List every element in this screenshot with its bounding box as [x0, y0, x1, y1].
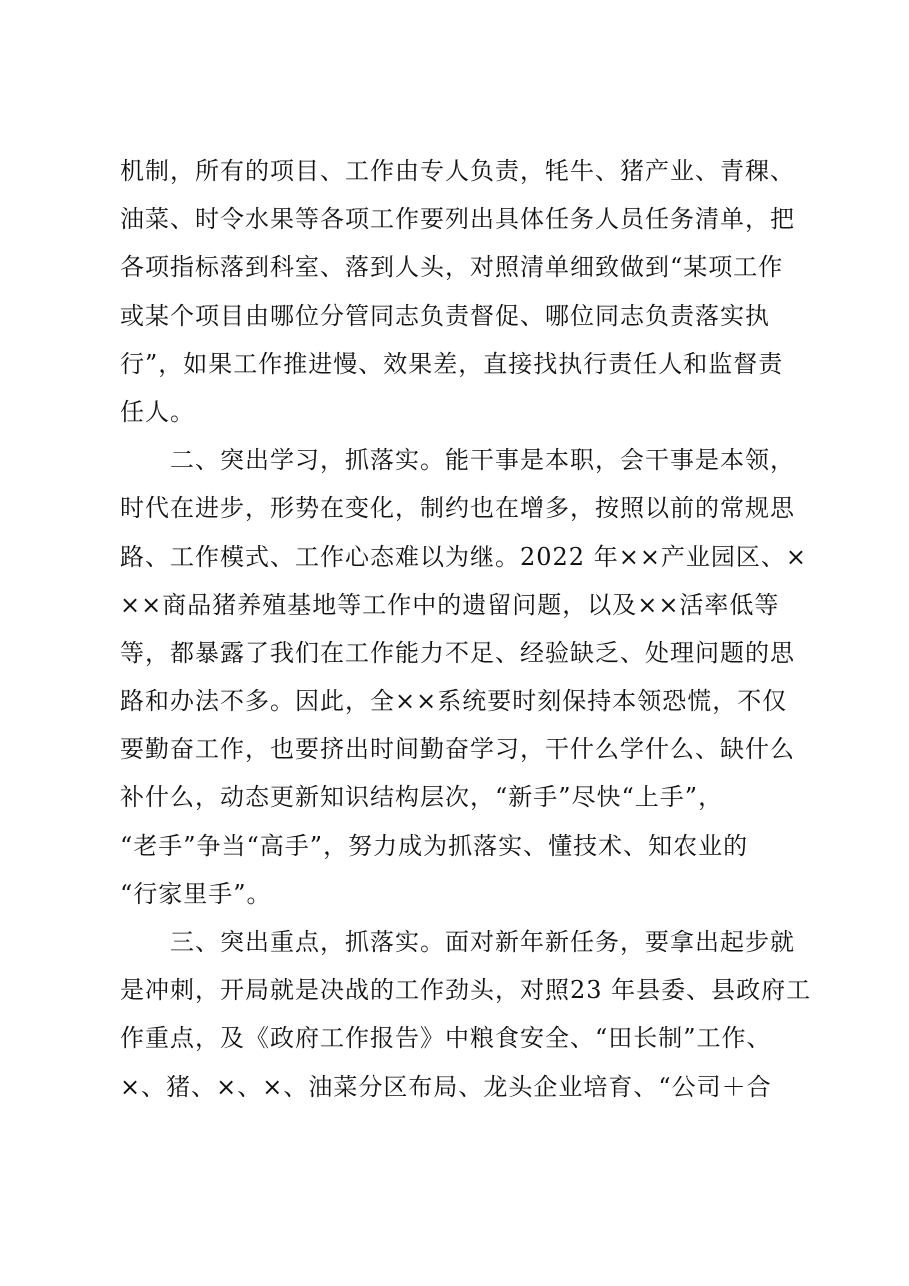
- section-heading-line: 三、突出重点，抓落实。面对新年新任务，要拿出起步就: [170, 928, 795, 956]
- text-line: 各项指标落到科室、落到人头，对照清单细致做到“某项工作: [120, 253, 784, 282]
- text-line: 行”，如果工作推进慢、效果差，直接找执行责任人和监督责: [120, 349, 784, 378]
- text-line: 作重点，及《政府工作报告》中粮食安全、“田长制”工作、: [120, 1024, 772, 1053]
- text-line: 或某个项目由哪位分管同志负责督促、哪位同志负责落实执: [120, 301, 770, 330]
- text-line: 是冲刺，开局就是决战的工作劲头，对照23 年县委、县政府工: [120, 976, 812, 1005]
- section-heading-line: 二、突出学习，抓落实。能干事是本职，会干事是本领，: [170, 446, 795, 475]
- document-body: [120, 147, 812, 1111]
- text-line: 补什么，动态更新知识结构层次，“新手”尽快“上手”，: [120, 783, 724, 812]
- text-line: 时代在进步，形势在变化，制约也在增多，按照以前的常规思: [120, 494, 795, 523]
- text-line: 任人。: [120, 397, 195, 426]
- text-line: 油菜、时令水果等各项工作要列出具体任务人员任务清单，把: [120, 205, 795, 234]
- text-line: “行家里手”。: [120, 879, 272, 908]
- text-line: ×、猪、×、×、油菜分区布局、龙头企业培育、“公司＋合: [120, 1072, 772, 1101]
- text-line: ××商品猪养殖基地等工作中的遗留问题，以及××活率低等: [120, 590, 780, 619]
- text-line: 路和办法不多。因此，全××系统要时刻保持本领恐慌，不仅: [120, 687, 788, 716]
- text-line: 机制，所有的项目、工作由专人负责，牦牛、猪产业、青稞、: [120, 157, 795, 185]
- text-line: 等，都暴露了我们在工作能力不足、经验缺乏、处理问题的思: [120, 638, 795, 667]
- text-line: “老手”争当“高手”，努力成为抓落实、懂技术、知农业的: [120, 831, 749, 860]
- text-line: 要勤奋工作，也要挤出时间勤奋学习，干什么学什么、缺什么: [120, 735, 795, 764]
- text-line: 路、工作模式、工作心态难以为继。2022 年××产业园区、×: [120, 542, 808, 571]
